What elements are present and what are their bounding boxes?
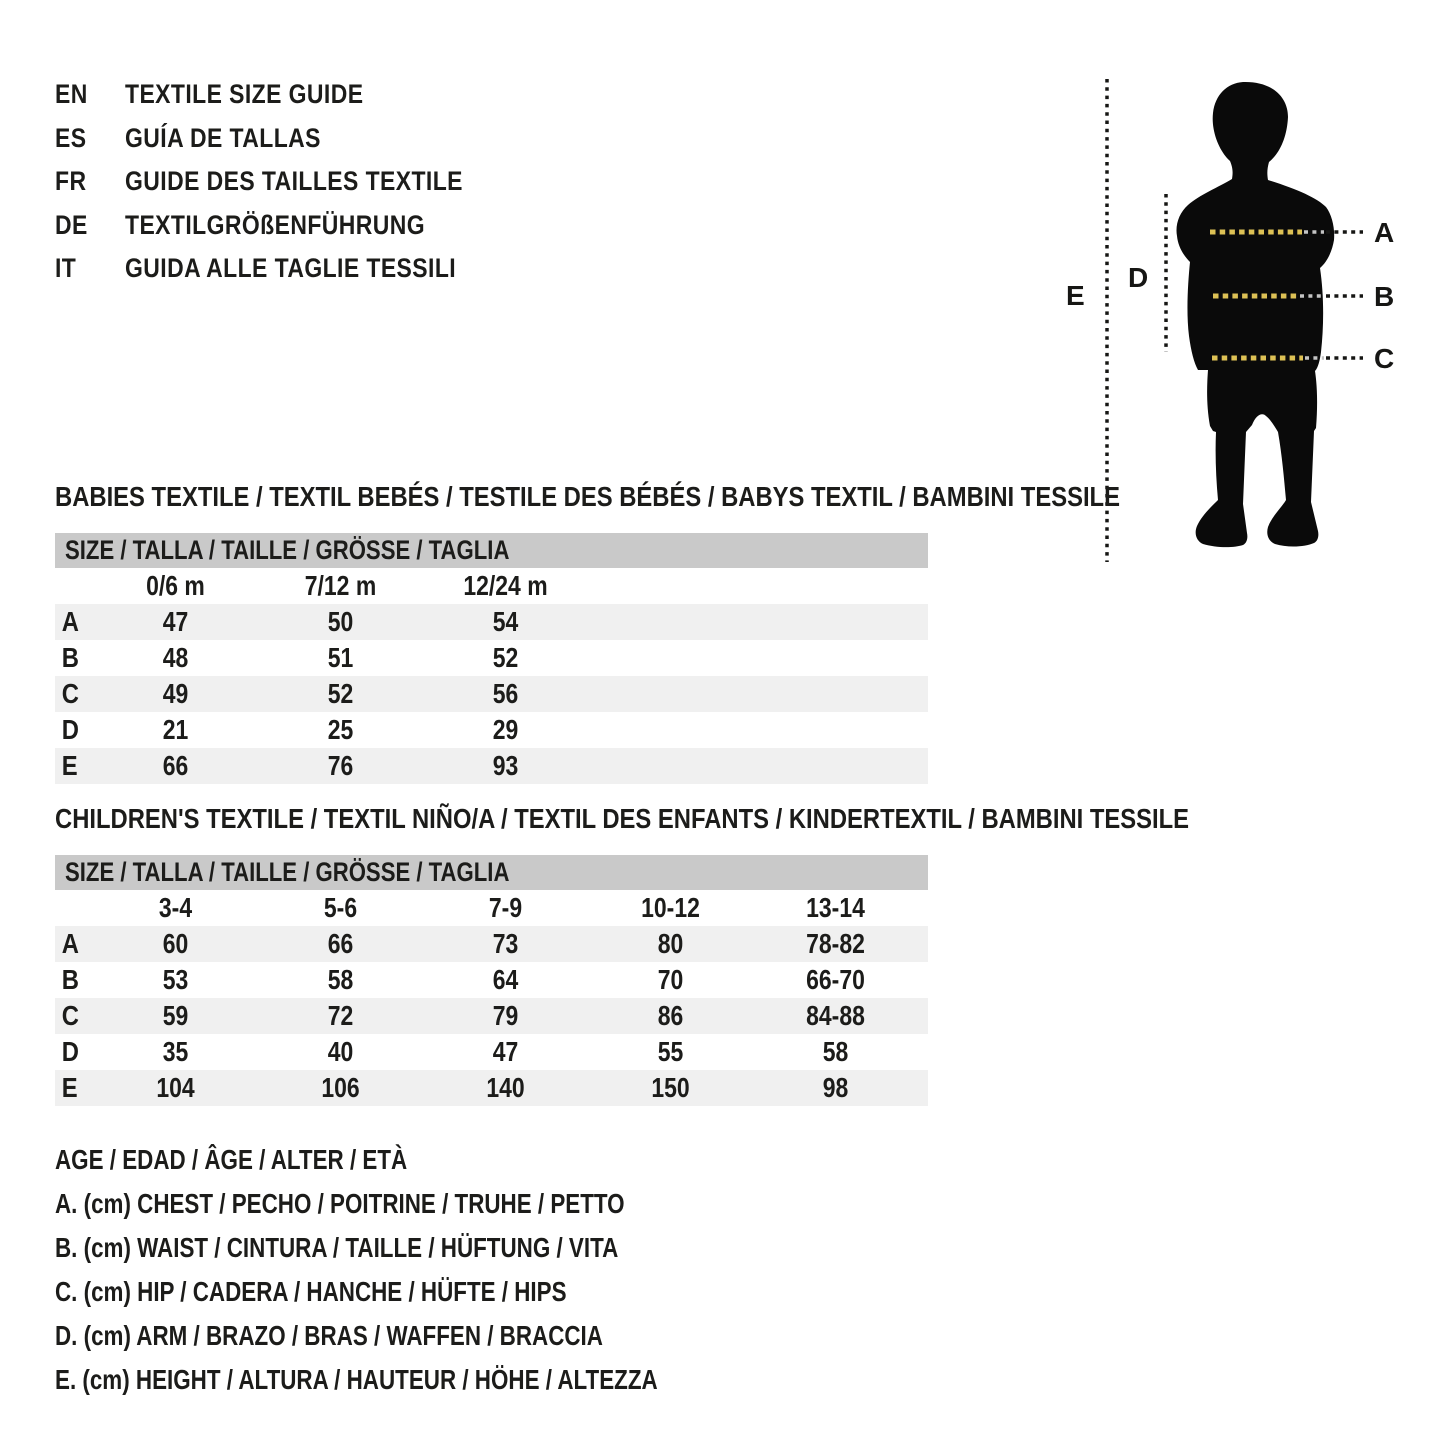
cell: 40 bbox=[327, 1036, 354, 1067]
cell: 86 bbox=[657, 1000, 684, 1031]
children-size-header-text: SIZE / TALLA / TAILLE / GRÖSSE / TAGLIA bbox=[65, 857, 510, 887]
cell: 21 bbox=[162, 714, 189, 745]
cell: 140 bbox=[486, 1072, 525, 1103]
cell: 93 bbox=[492, 750, 519, 781]
measure-label-E: E bbox=[1066, 280, 1085, 311]
cell: 73 bbox=[492, 928, 519, 959]
children-table-row-A bbox=[55, 926, 928, 962]
column-header: 5-6 bbox=[323, 892, 358, 923]
row-label: A bbox=[61, 606, 79, 637]
cell: 70 bbox=[657, 964, 684, 995]
row-label: B bbox=[61, 642, 79, 673]
cell: 64 bbox=[492, 964, 519, 995]
legend-text: AGE / EDAD / ÂGE / ALTER / ETÀ bbox=[55, 1144, 408, 1175]
children-section-title-text: CHILDREN'S TEXTILE / TEXTIL NIÑO/A / TEXTIL DES ENFANTS / KINDERTEXTIL / BAMBINI TESSILE bbox=[55, 803, 1190, 834]
cell: 104 bbox=[156, 1072, 195, 1103]
cell: 80 bbox=[657, 928, 684, 959]
measure-label-D: D bbox=[1128, 262, 1149, 293]
measure-label-B: B bbox=[1374, 281, 1395, 312]
column-header: 3-4 bbox=[158, 892, 193, 923]
cell: 66 bbox=[162, 750, 189, 781]
cell: 72 bbox=[327, 1000, 354, 1031]
children-section-title bbox=[55, 805, 1389, 833]
babies-section-title bbox=[55, 483, 1308, 511]
column-header: 0/6 m bbox=[146, 570, 205, 601]
language-code: DE bbox=[55, 209, 88, 240]
legend-text: E. (cm) HEIGHT / ALTURA / HAUTEUR / HÖHE / ALTEZZA bbox=[55, 1364, 658, 1395]
row-label: D bbox=[61, 1036, 79, 1067]
cell: 54 bbox=[492, 606, 519, 637]
children-table-row-D bbox=[55, 1034, 928, 1070]
row-label: E bbox=[61, 1072, 78, 1103]
legend-text: D. (cm) ARM / BRAZO / BRAS / WAFFEN / BRACCIA bbox=[55, 1320, 603, 1351]
babies-table-row-B bbox=[55, 640, 928, 676]
row-label: C bbox=[61, 678, 79, 709]
babies-section-title-text: BABIES TEXTILE / TEXTIL BEBÉS / TESTILE DES BÉBÉS / BABYS TEXTIL / BAMBINI TESSILE bbox=[55, 481, 1120, 512]
legend-text: B. (cm) WAIST / CINTURA / TAILLE / HÜFTUNG / VITA bbox=[55, 1232, 619, 1263]
cell: 66-70 bbox=[806, 964, 865, 995]
row-label: D bbox=[61, 714, 79, 745]
column-header: 13-14 bbox=[806, 892, 865, 923]
child-silhouette-figure bbox=[1040, 60, 1445, 600]
language-title: TEXTILE SIZE GUIDE bbox=[125, 79, 364, 110]
legend-text: A. (cm) CHEST / PECHO / POITRINE / TRUHE / PETTO bbox=[55, 1188, 625, 1219]
cell: 56 bbox=[492, 678, 519, 709]
cell: 52 bbox=[327, 678, 354, 709]
children-size-header-bar bbox=[55, 855, 928, 890]
legend-line-hip bbox=[55, 1270, 808, 1314]
cell: 58 bbox=[822, 1036, 849, 1067]
babies-table-row-D bbox=[55, 712, 928, 748]
measurement-legend bbox=[55, 1138, 808, 1402]
child-silhouette bbox=[1176, 82, 1334, 547]
column-header: 7/12 m bbox=[304, 570, 377, 601]
cell: 25 bbox=[327, 714, 354, 745]
babies-table-row-C bbox=[55, 676, 928, 712]
cell: 35 bbox=[162, 1036, 189, 1067]
cell: 48 bbox=[162, 642, 189, 673]
column-header: 7-9 bbox=[488, 892, 523, 923]
cell: 79 bbox=[492, 1000, 519, 1031]
legend-line-waist bbox=[55, 1226, 808, 1270]
cell: 55 bbox=[657, 1036, 684, 1067]
children-table-row-B bbox=[55, 962, 928, 998]
legend-line-chest bbox=[55, 1182, 808, 1226]
language-code: ES bbox=[55, 122, 87, 153]
cell: 60 bbox=[162, 928, 189, 959]
language-code: IT bbox=[55, 253, 77, 284]
babies-column-header-row bbox=[55, 568, 928, 604]
cell: 52 bbox=[492, 642, 519, 673]
language-title: GUIDE DES TAILLES TEXTILE bbox=[125, 166, 463, 197]
legend-line-height bbox=[55, 1358, 808, 1402]
cell: 51 bbox=[327, 642, 354, 673]
babies-table-row-A bbox=[55, 604, 928, 640]
children-table-row-E bbox=[55, 1070, 928, 1106]
language-title: GUÍA DE TALLAS bbox=[125, 122, 321, 153]
row-label: E bbox=[61, 750, 78, 781]
cell: 58 bbox=[327, 964, 354, 995]
legend-line-arm bbox=[55, 1314, 808, 1358]
cell: 106 bbox=[321, 1072, 360, 1103]
cell: 84-88 bbox=[806, 1000, 865, 1031]
babies-size-header-bar bbox=[55, 533, 928, 568]
measure-label-C: C bbox=[1374, 343, 1395, 374]
measure-label-A: A bbox=[1374, 217, 1395, 248]
cell: 78-82 bbox=[806, 928, 865, 959]
cell: 98 bbox=[822, 1072, 849, 1103]
row-label: C bbox=[61, 1000, 79, 1031]
cell: 150 bbox=[651, 1072, 690, 1103]
row-label: A bbox=[61, 928, 79, 959]
babies-table-row-E bbox=[55, 748, 928, 784]
legend-text: C. (cm) HIP / CADERA / HANCHE / HÜFTE / HIPS bbox=[55, 1276, 567, 1307]
column-header: 10-12 bbox=[641, 892, 700, 923]
cell: 47 bbox=[162, 606, 189, 637]
cell: 47 bbox=[492, 1036, 519, 1067]
babies-size-header-text: SIZE / TALLA / TAILLE / GRÖSSE / TAGLIA bbox=[65, 535, 510, 565]
cell: 66 bbox=[327, 928, 354, 959]
language-title: GUIDA ALLE TAGLIE TESSILI bbox=[125, 253, 457, 284]
children-table-row-C bbox=[55, 998, 928, 1034]
cell: 50 bbox=[327, 606, 354, 637]
language-code: EN bbox=[55, 79, 88, 110]
language-title: TEXTILGRÖßENFÜHRUNG bbox=[125, 209, 426, 240]
cell: 29 bbox=[492, 714, 519, 745]
cell: 49 bbox=[162, 678, 189, 709]
cell: 53 bbox=[162, 964, 189, 995]
children-column-header-row bbox=[55, 890, 928, 926]
cell: 76 bbox=[327, 750, 354, 781]
cell: 59 bbox=[162, 1000, 189, 1031]
legend-line-age bbox=[55, 1138, 808, 1182]
row-label: B bbox=[61, 964, 79, 995]
column-header: 12/24 m bbox=[463, 570, 548, 601]
language-code: FR bbox=[55, 166, 87, 197]
